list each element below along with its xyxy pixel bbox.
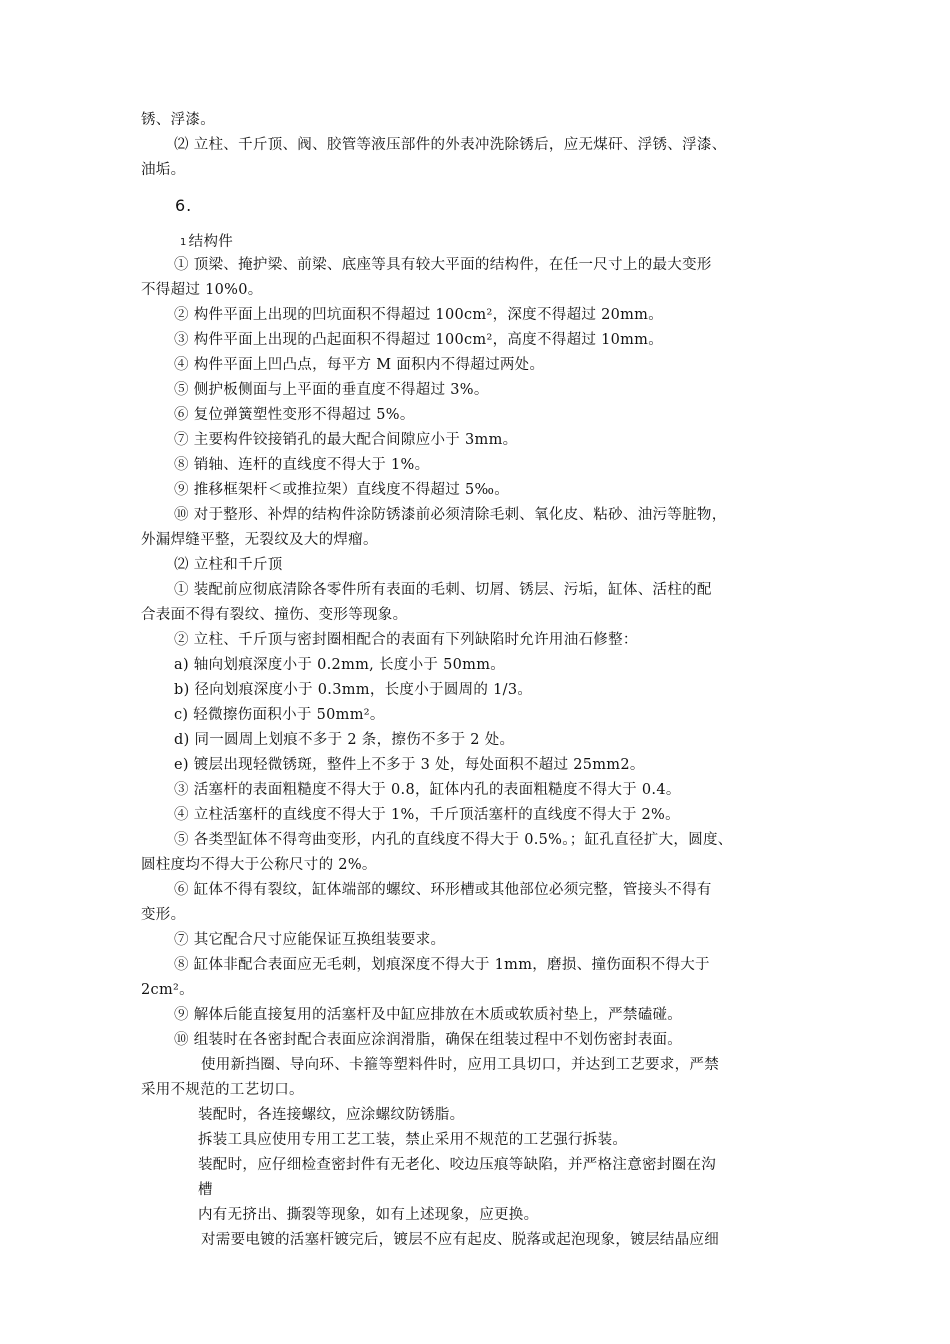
text-line: ⑩ 对于整形、补焊的结构件涂防锈漆前必须清除毛刺、氧化皮、粘砂、油污等脏物， xyxy=(174,507,727,523)
text-line: 装配时，各连接螺纹，应涂螺纹防锈脂。 xyxy=(198,1107,465,1123)
text-line: ⑨ 解体后能直接复用的活塞杆及中缸应排放在木质或软质衬垫上，严禁磕碰。 xyxy=(174,1007,683,1023)
text-line: 对需要电镀的活塞杆镀完后，镀层不应有起皮、脱落或起泡现象，镀层结晶应细 xyxy=(201,1232,719,1248)
text-line: ④ 构件平面上凹凸点，每平方 M 面积内不得超过两处。 xyxy=(174,357,545,373)
text-line: 变形。 xyxy=(141,907,186,923)
list-item: d) 同一圆周上划痕不多于 2 条，擦伤不多于 2 处。 xyxy=(174,732,515,748)
text-line: 内有无挤出、撕裂等现象，如有上述现象，应更换。 xyxy=(198,1207,539,1223)
subsection-heading: ⑵ 立柱和千斤顶 xyxy=(174,557,283,573)
text-line: ⑧ 销轴、连杆的直线度不得大于 1%。 xyxy=(174,457,430,473)
text-line: ⑦ 其它配合尺寸应能保证互换组装要求。 xyxy=(174,932,446,948)
text-line: 不得超过 10%0。 xyxy=(141,282,263,298)
text-line: ② 立柱、千斤顶与密封圈相配合的表面有下列缺陷时允许用油石修整： xyxy=(174,632,638,648)
text-line: ④ 立柱活塞杆的直线度不得大于 1%，千斤顶活塞杆的直线度不得大于 2%。 xyxy=(174,807,680,823)
text-line: 2cm²。 xyxy=(141,982,194,998)
text-line: ③ 构件平面上出现的凸起面积不得超过 100cm²，高度不得超过 10mm。 xyxy=(174,332,664,348)
text-line: ① 顶梁、掩护梁、前梁、底座等具有较大平面的结构件，在任一尺寸上的最大变形 xyxy=(174,257,712,273)
text-line: 拆装工具应使用专用工艺工装，禁止采用不规范的工艺强行拆装。 xyxy=(198,1132,628,1148)
text-line: ① 装配前应彻底清除各零件所有表面的毛刺、切屑、锈层、污垢，缸体、活柱的配 xyxy=(174,582,712,598)
text-line: ⑨ 推移框架杆＜或推拉架）直线度不得超过 5‰。 xyxy=(174,482,510,498)
text-line: ⑵ 立柱、千斤顶、阀、胶管等液压部件的外表冲洗除锈后，应无煤矸、浮锈、浮漆、 xyxy=(174,137,727,153)
list-item: e) 镀层出现轻微锈斑，整件上不多于 3 处，每处面积不超过 25mm2。 xyxy=(174,757,645,773)
list-item: b) 径向划痕深度小于 0.3mm，长度小于圆周的 1/3。 xyxy=(174,682,533,698)
text-line: 槽 xyxy=(198,1182,213,1198)
section-heading-number: 6. xyxy=(175,196,193,215)
text-line: 圆柱度均不得大于公称尺寸的 2%。 xyxy=(141,857,377,873)
text-line: 锈、浮漆。 xyxy=(141,112,215,128)
text-line: ⑥ 复位弹簧塑性变形不得超过 5%。 xyxy=(174,407,415,423)
text-line: 装配时，应仔细检查密封件有无老化、咬边压痕等缺陷，并严格注意密封圈在沟 xyxy=(198,1157,716,1173)
text-line: 合表面不得有裂纹、撞伤、变形等现象。 xyxy=(141,607,408,623)
list-item: a) 轴向划痕深度小于 0.2mm, 长度小于 50mm。 xyxy=(174,657,506,673)
text-line: ⑥ 缸体不得有裂纹，缸体端部的螺纹、环形槽或其他部位必须完整，管接头不得有 xyxy=(174,882,712,898)
text-line: ⑧ 缸体非配合表面应无毛刺，划痕深度不得大于 1mm，磨损、撞伤面积不得大于 xyxy=(174,957,710,973)
text-line: 油垢。 xyxy=(141,162,186,178)
text-line: ② 构件平面上出现的凹坑面积不得超过 100cm²，深度不得超过 20mm。 xyxy=(174,307,664,323)
subsection-number: 1 xyxy=(180,237,187,248)
text-line: ⑤ 各类型缸体不得弯曲变形，内孔的直线度不得大于 0.5%。；缸孔直径扩大，圆度、 xyxy=(174,832,733,848)
text-line: 采用不规范的工艺切口。 xyxy=(141,1082,304,1098)
text-line: ⑦ 主要构件铰接销孔的最大配合间隙应小于 3mm。 xyxy=(174,432,518,448)
text-line: ⑩ 组装时在各密封配合表面应涂润滑脂，确保在组装过程中不划伤密封表面。 xyxy=(174,1032,683,1048)
subsection-title: 结构件 xyxy=(188,234,234,250)
text-line: ③ 活塞杆的表面粗糙度不得大于 0.8，缸体内孔的表面粗糙度不得大于 0.4。 xyxy=(174,782,681,798)
text-line: 外漏焊缝平整，无裂纹及大的焊瘤。 xyxy=(141,532,378,548)
list-item: c) 轻微擦伤面积小于 50mm²。 xyxy=(174,707,385,723)
text-line: ⑤ 侧护板侧面与上平面的垂直度不得超过 3%。 xyxy=(174,382,489,398)
text-line: 使用新挡圈、导向环、卡箍等塑料件时，应用工具切口，并达到工艺要求，严禁 xyxy=(201,1057,719,1073)
subsection-heading xyxy=(180,232,233,253)
